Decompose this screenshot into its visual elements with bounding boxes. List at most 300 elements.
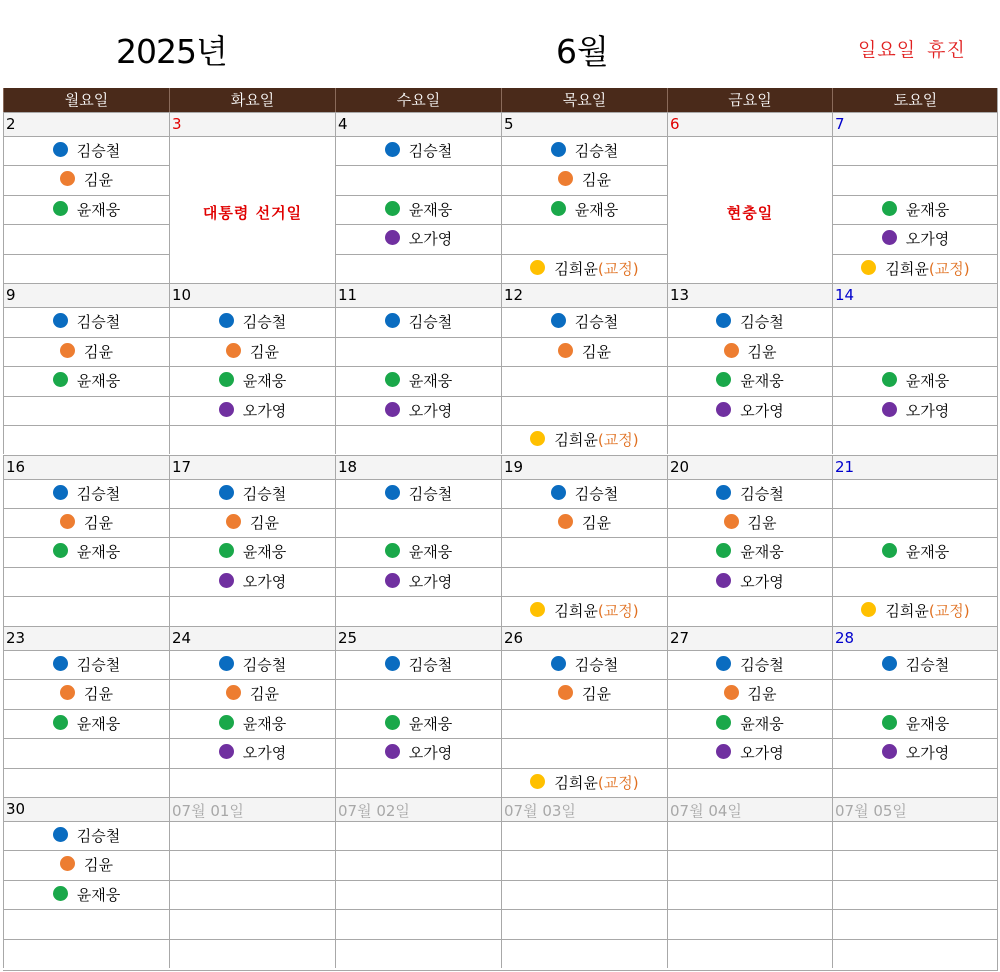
staff-name: 김희윤: [554, 259, 598, 278]
staff-entry: [502, 426, 667, 455]
schedule-slot[interactable]: [169, 307, 335, 336]
schedule-slot[interactable]: [3, 537, 169, 566]
staff-entry: [668, 308, 832, 337]
staff-name: 김승철: [408, 655, 453, 674]
staff-entry: [170, 480, 335, 509]
staff-name: 윤재웅: [242, 372, 287, 391]
schedule-slot[interactable]: [169, 650, 335, 679]
schedule-slot[interactable]: [335, 567, 501, 596]
staff-entry: [336, 651, 501, 680]
staff-color-dot-icon: [219, 543, 234, 558]
staff-color-dot-icon: [882, 744, 897, 759]
schedule-slot[interactable]: [3, 738, 169, 767]
schedule-slot[interactable]: [335, 396, 501, 425]
date-cell[interactable]: [3, 626, 169, 650]
date-cell[interactable]: [335, 112, 501, 136]
orthodontic-suffix: (교정): [928, 602, 970, 621]
schedule-slot[interactable]: [3, 425, 169, 454]
staff-name: 김승철: [76, 655, 121, 674]
staff-entry: [170, 568, 335, 597]
date-cell[interactable]: [3, 283, 169, 307]
date-number: 7: [835, 115, 845, 133]
schedule-slot[interactable]: [667, 307, 832, 336]
date-number: 30: [6, 800, 26, 818]
staff-entry: [4, 480, 169, 509]
schedule-slot[interactable]: [832, 396, 998, 425]
schedule-slot[interactable]: [3, 850, 169, 879]
orthodontic-suffix: (교정): [597, 431, 639, 450]
schedule-slot[interactable]: [667, 479, 832, 508]
staff-name: 김승철: [574, 484, 619, 503]
schedule-slot[interactable]: [667, 880, 832, 909]
schedule-slot[interactable]: [667, 709, 832, 738]
holiday-cell[interactable]: [169, 136, 335, 283]
schedule-slot[interactable]: [3, 880, 169, 909]
schedule-slot[interactable]: [335, 479, 501, 508]
schedule-slot[interactable]: [3, 254, 169, 283]
schedule-slot[interactable]: [169, 479, 335, 508]
staff-name: 김윤: [582, 685, 611, 704]
schedule-slot[interactable]: [832, 224, 998, 253]
schedule-slot[interactable]: [335, 366, 501, 395]
schedule-slot[interactable]: [335, 738, 501, 767]
schedule-slot[interactable]: [169, 425, 335, 454]
staff-entry: [668, 397, 832, 426]
staff-name: 오가영: [905, 744, 950, 763]
staff-color-dot-icon: [385, 715, 400, 730]
schedule-slot[interactable]: [335, 165, 501, 194]
schedule-slot[interactable]: [667, 738, 832, 767]
schedule-slot[interactable]: [3, 396, 169, 425]
schedule-slot[interactable]: [832, 195, 998, 224]
schedule-slot[interactable]: [501, 195, 667, 224]
schedule-slot[interactable]: [3, 366, 169, 395]
schedule-slot[interactable]: [335, 537, 501, 566]
staff-color-dot-icon: [551, 313, 566, 328]
schedule-slot[interactable]: [335, 650, 501, 679]
staff-name: 김승철: [76, 484, 121, 503]
schedule-slot[interactable]: [832, 254, 998, 283]
staff-color-dot-icon: [551, 201, 566, 216]
staff-color-dot-icon: [53, 372, 68, 387]
schedule-slot[interactable]: [667, 537, 832, 566]
schedule-slot[interactable]: [335, 880, 501, 909]
staff-entry: [170, 397, 335, 426]
staff-color-dot-icon: [53, 656, 68, 671]
staff-name: 김윤: [582, 171, 611, 190]
schedule-slot[interactable]: [169, 709, 335, 738]
schedule-slot[interactable]: [169, 738, 335, 767]
schedule-slot[interactable]: [335, 709, 501, 738]
schedule-slot[interactable]: [335, 596, 501, 625]
date-number: 26: [504, 628, 524, 647]
month-title: 6월: [556, 32, 609, 71]
schedule-slot[interactable]: [832, 880, 998, 909]
date-number: 16: [6, 457, 26, 476]
date-number: 25: [338, 628, 358, 647]
date-cell[interactable]: [169, 797, 335, 821]
closed-note: 일요일 휴진: [858, 39, 966, 61]
schedule-slot[interactable]: [169, 880, 335, 909]
schedule-slot[interactable]: [832, 425, 998, 454]
schedule-slot[interactable]: [501, 850, 667, 879]
staff-entry: [170, 338, 335, 367]
staff-entry: [833, 651, 998, 680]
staff-entry: [4, 822, 169, 851]
date-cell[interactable]: [335, 283, 501, 307]
schedule-slot[interactable]: [501, 396, 667, 425]
date-cell[interactable]: [667, 626, 832, 650]
staff-color-dot-icon: [716, 372, 731, 387]
date-cell[interactable]: [832, 626, 998, 650]
schedule-slot[interactable]: [501, 254, 667, 283]
orthodontic-suffix: (교정): [928, 259, 970, 278]
schedule-slot[interactable]: [335, 307, 501, 336]
staff-name: 오가영: [242, 744, 287, 763]
staff-entry: [502, 166, 667, 195]
staff-name: 윤재웅: [242, 714, 287, 733]
date-cell[interactable]: [501, 455, 667, 479]
schedule-slot[interactable]: [832, 650, 998, 679]
day-name-header: 수요일: [335, 88, 501, 112]
schedule-slot[interactable]: [3, 479, 169, 508]
staff-name: 윤재웅: [740, 372, 784, 391]
staff-color-dot-icon: [226, 685, 241, 700]
schedule-slot[interactable]: [667, 508, 832, 537]
schedule-slot[interactable]: [501, 650, 667, 679]
date-number: 12: [504, 286, 524, 305]
schedule-slot[interactable]: [335, 337, 501, 366]
date-cell[interactable]: [335, 455, 501, 479]
schedule-slot[interactable]: [501, 366, 667, 395]
date-number: 19: [504, 457, 524, 476]
staff-color-dot-icon: [60, 856, 75, 871]
staff-color-dot-icon: [551, 142, 566, 157]
schedule-slot[interactable]: [169, 396, 335, 425]
staff-color-dot-icon: [716, 313, 731, 328]
staff-color-dot-icon: [861, 602, 876, 617]
schedule-slot[interactable]: [501, 337, 667, 366]
staff-name: 오가영: [905, 230, 950, 249]
schedule-slot[interactable]: [169, 850, 335, 879]
staff-name: 김윤: [250, 342, 279, 361]
staff-color-dot-icon: [530, 774, 545, 789]
schedule-slot[interactable]: [335, 939, 501, 968]
staff-entry: [833, 739, 998, 768]
staff-entry: [4, 680, 169, 709]
staff-entry: [4, 651, 169, 680]
staff-entry: [336, 225, 501, 254]
schedule-slot[interactable]: [832, 679, 998, 708]
date-cell[interactable]: [501, 626, 667, 650]
staff-entry: [668, 680, 832, 709]
schedule-slot[interactable]: [501, 821, 667, 850]
schedule-slot[interactable]: [3, 821, 169, 850]
staff-color-dot-icon: [385, 372, 400, 387]
date-cell[interactable]: [667, 283, 832, 307]
schedule-slot[interactable]: [335, 224, 501, 253]
staff-entry: [4, 367, 169, 396]
date-cell[interactable]: [832, 112, 998, 136]
staff-entry: [502, 597, 667, 626]
schedule-slot[interactable]: [667, 650, 832, 679]
schedule-slot[interactable]: [3, 709, 169, 738]
holiday-cell[interactable]: [667, 136, 832, 283]
date-cell[interactable]: [169, 283, 335, 307]
schedule-slot[interactable]: [335, 195, 501, 224]
schedule-slot[interactable]: [832, 738, 998, 767]
schedule-slot[interactable]: [169, 679, 335, 708]
staff-color-dot-icon: [716, 744, 731, 759]
date-cell[interactable]: [832, 283, 998, 307]
schedule-slot[interactable]: [169, 596, 335, 625]
schedule-slot[interactable]: [335, 850, 501, 879]
staff-entry: [4, 509, 169, 538]
staff-color-dot-icon: [385, 230, 400, 245]
schedule-slot[interactable]: [3, 596, 169, 625]
schedule-slot[interactable]: [169, 337, 335, 366]
staff-entry: [336, 568, 501, 597]
staff-entry: [668, 739, 832, 768]
schedule-slot[interactable]: [335, 136, 501, 165]
staff-color-dot-icon: [882, 372, 897, 387]
schedule-slot[interactable]: [832, 366, 998, 395]
date-cell[interactable]: [169, 626, 335, 650]
schedule-slot[interactable]: [335, 254, 501, 283]
schedule-slot[interactable]: [335, 768, 501, 797]
staff-name: 김윤: [747, 342, 777, 361]
schedule-slot[interactable]: [335, 821, 501, 850]
date-cell[interactable]: [501, 112, 667, 136]
staff-name: 윤재웅: [242, 543, 287, 562]
staff-entry: [4, 851, 169, 880]
schedule-slot[interactable]: [169, 508, 335, 537]
staff-name: 윤재웅: [76, 372, 121, 391]
schedule-slot[interactable]: [169, 366, 335, 395]
staff-entry: [170, 308, 335, 337]
date-cell[interactable]: [501, 797, 667, 821]
schedule-slot[interactable]: [3, 650, 169, 679]
staff-color-dot-icon: [226, 514, 241, 529]
staff-entry: [4, 710, 169, 739]
staff-entry: [668, 568, 832, 597]
staff-entry: [833, 367, 998, 396]
schedule-slot[interactable]: [3, 307, 169, 336]
staff-color-dot-icon: [219, 402, 234, 417]
schedule-slot[interactable]: [832, 821, 998, 850]
schedule-slot[interactable]: [832, 508, 998, 537]
staff-entry: [668, 367, 832, 396]
date-cell[interactable]: [335, 797, 501, 821]
schedule-slot[interactable]: [501, 679, 667, 708]
staff-color-dot-icon: [60, 514, 75, 529]
schedule-slot[interactable]: [667, 679, 832, 708]
staff-entry: [668, 509, 832, 538]
schedule-slot[interactable]: [501, 165, 667, 194]
schedule-slot[interactable]: [335, 909, 501, 938]
date-number: 9: [6, 286, 16, 305]
schedule-slot[interactable]: [501, 537, 667, 566]
schedule-slot[interactable]: [832, 909, 998, 938]
staff-color-dot-icon: [551, 485, 566, 500]
staff-name: 윤재웅: [905, 200, 950, 219]
date-number: 20: [670, 457, 690, 476]
schedule-slot[interactable]: [169, 537, 335, 566]
date-number: 11: [338, 286, 358, 305]
date-cell[interactable]: [335, 626, 501, 650]
schedule-slot[interactable]: [667, 909, 832, 938]
date-cell[interactable]: [667, 112, 832, 136]
schedule-slot[interactable]: [3, 768, 169, 797]
schedule-slot[interactable]: [832, 537, 998, 566]
staff-entry: [502, 509, 667, 538]
schedule-slot[interactable]: [3, 567, 169, 596]
schedule-slot[interactable]: [169, 909, 335, 938]
date-number: 28: [835, 628, 855, 647]
schedule-slot[interactable]: [335, 679, 501, 708]
schedule-slot[interactable]: [501, 768, 667, 797]
staff-name: 김승철: [740, 484, 784, 503]
staff-color-dot-icon: [558, 343, 573, 358]
schedule-slot[interactable]: [501, 508, 667, 537]
schedule-slot[interactable]: [832, 567, 998, 596]
staff-color-dot-icon: [882, 201, 897, 216]
schedule-slot[interactable]: [667, 596, 832, 625]
schedule-slot[interactable]: [832, 768, 998, 797]
staff-entry: [170, 538, 335, 567]
schedule-slot[interactable]: [832, 596, 998, 625]
schedule-slot[interactable]: [3, 337, 169, 366]
schedule-slot[interactable]: [667, 425, 832, 454]
date-cell[interactable]: [832, 455, 998, 479]
staff-name: 김윤: [582, 342, 611, 361]
date-number: 18: [338, 457, 358, 476]
schedule-slot[interactable]: [501, 880, 667, 909]
staff-entry: [336, 137, 501, 166]
schedule-slot[interactable]: [501, 224, 667, 253]
schedule-slot[interactable]: [501, 939, 667, 968]
staff-name: 김승철: [408, 142, 453, 160]
staff-entry: [4, 881, 169, 910]
staff-color-dot-icon: [53, 715, 68, 730]
schedule-slot[interactable]: [3, 136, 169, 165]
schedule-slot[interactable]: [169, 567, 335, 596]
schedule-slot[interactable]: [667, 768, 832, 797]
schedule-slot[interactable]: [501, 738, 667, 767]
schedule-slot[interactable]: [667, 366, 832, 395]
schedule-slot[interactable]: [3, 679, 169, 708]
staff-color-dot-icon: [716, 402, 731, 417]
schedule-slot[interactable]: [832, 850, 998, 879]
staff-entry: [336, 196, 501, 225]
staff-entry: [4, 196, 169, 225]
date-cell[interactable]: [3, 112, 169, 136]
schedule-slot[interactable]: [832, 307, 998, 336]
date-cell[interactable]: [832, 797, 998, 821]
staff-color-dot-icon: [385, 402, 400, 417]
staff-color-dot-icon: [882, 402, 897, 417]
schedule-slot[interactable]: [832, 939, 998, 968]
date-cell[interactable]: [501, 283, 667, 307]
staff-entry: [170, 509, 335, 538]
schedule-slot[interactable]: [3, 508, 169, 537]
schedule-slot[interactable]: [832, 479, 998, 508]
staff-color-dot-icon: [530, 260, 545, 275]
date-cell[interactable]: [169, 112, 335, 136]
staff-color-dot-icon: [60, 343, 75, 358]
staff-entry: [668, 538, 832, 567]
staff-name: 김승철: [905, 655, 950, 674]
schedule-slot[interactable]: [667, 567, 832, 596]
schedule-slot[interactable]: [169, 821, 335, 850]
schedule-slot[interactable]: [667, 396, 832, 425]
staff-name: 윤재웅: [905, 372, 950, 391]
schedule-slot[interactable]: [3, 224, 169, 253]
schedule-slot[interactable]: [501, 709, 667, 738]
staff-color-dot-icon: [385, 485, 400, 500]
date-number: 27: [670, 628, 690, 647]
schedule-slot[interactable]: [3, 195, 169, 224]
staff-name: 김희윤: [885, 602, 929, 621]
schedule-slot[interactable]: [501, 567, 667, 596]
schedule-slot[interactable]: [501, 479, 667, 508]
schedule-slot[interactable]: [335, 425, 501, 454]
schedule-slot[interactable]: [832, 165, 998, 194]
staff-name: 오가영: [905, 401, 950, 420]
staff-name: 김윤: [582, 513, 611, 532]
staff-name: 김승철: [242, 655, 287, 674]
staff-entry: [170, 710, 335, 739]
schedule-slot[interactable]: [832, 337, 998, 366]
schedule-slot[interactable]: [501, 307, 667, 336]
schedule-slot[interactable]: [832, 136, 998, 165]
schedule-slot[interactable]: [667, 939, 832, 968]
staff-color-dot-icon: [882, 715, 897, 730]
schedule-slot[interactable]: [501, 596, 667, 625]
date-cell[interactable]: [169, 455, 335, 479]
schedule-slot[interactable]: [501, 136, 667, 165]
date-cell[interactable]: [667, 797, 832, 821]
staff-color-dot-icon: [53, 886, 68, 901]
schedule-slot[interactable]: [335, 508, 501, 537]
date-cell[interactable]: [667, 455, 832, 479]
schedule-slot[interactable]: [3, 165, 169, 194]
date-cell[interactable]: [3, 797, 169, 821]
schedule-slot[interactable]: [667, 337, 832, 366]
date-cell[interactable]: [3, 455, 169, 479]
staff-name: 오가영: [740, 401, 784, 420]
staff-color-dot-icon: [53, 485, 68, 500]
date-number: 13: [670, 286, 690, 305]
staff-name: 김승철: [242, 313, 287, 332]
schedule-slot[interactable]: [832, 709, 998, 738]
date-number: 07월 03일: [504, 802, 576, 820]
schedule-slot[interactable]: [169, 939, 335, 968]
date-number: 3: [172, 115, 182, 133]
schedule-slot[interactable]: [667, 850, 832, 879]
schedule-slot[interactable]: [3, 939, 169, 968]
staff-entry: [502, 196, 667, 225]
staff-entry: [502, 680, 667, 709]
staff-color-dot-icon: [882, 656, 897, 671]
schedule-slot[interactable]: [501, 909, 667, 938]
schedule-slot[interactable]: [667, 821, 832, 850]
staff-color-dot-icon: [60, 171, 75, 186]
staff-name: 김윤: [84, 513, 113, 532]
schedule-slot[interactable]: [501, 425, 667, 454]
schedule-slot[interactable]: [169, 768, 335, 797]
schedule-slot[interactable]: [3, 909, 169, 938]
